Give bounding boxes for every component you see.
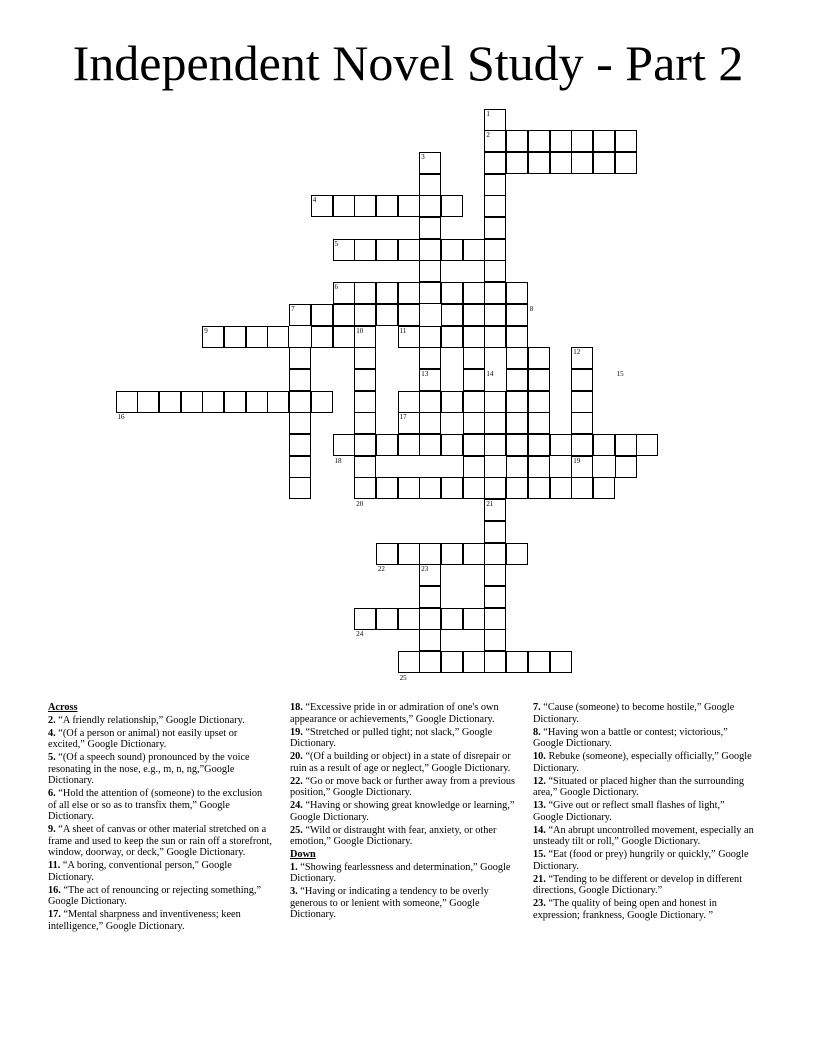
- crossword-cell[interactable]: [398, 608, 420, 630]
- crossword-cell[interactable]: [354, 282, 376, 304]
- clue-item: [533, 727, 757, 750]
- crossword-cell[interactable]: [289, 391, 311, 413]
- clue-number: 7.: [533, 702, 541, 713]
- crossword-cell[interactable]: [398, 239, 420, 261]
- clue-number: 6.: [48, 788, 56, 799]
- crossword-cell[interactable]: [246, 391, 268, 413]
- clue-item: [533, 849, 757, 872]
- crossword-cell[interactable]: [376, 608, 398, 630]
- clue-number-label: 16: [117, 413, 125, 422]
- clue-text: “The act of renouncing or rejecting something,” Google Dictionary.: [48, 884, 262, 907]
- clue-number: 19.: [290, 726, 303, 738]
- clue-text: “Having or showing great knowledge or learning,” Google Dictionary.: [290, 800, 515, 823]
- crossword-cell[interactable]: [528, 477, 550, 499]
- crossword-cell[interactable]: [333, 434, 355, 456]
- clue-number: 16.: [48, 884, 61, 896]
- clue-number-label: 1: [486, 109, 490, 118]
- clue-text: “The quality of being open and honest in expression; frankness, Google Dictionary. ”: [533, 898, 717, 921]
- crossword-cell[interactable]: [506, 391, 528, 413]
- crossword-cell[interactable]: [506, 326, 528, 348]
- crossword-cell[interactable]: [463, 326, 485, 348]
- crossword-cell[interactable]: [398, 651, 420, 673]
- clue-item: [290, 825, 518, 848]
- crossword-cell[interactable]: [463, 456, 485, 478]
- clue-column-1: [48, 702, 272, 934]
- crossword-cell[interactable]: [484, 239, 506, 261]
- crossword-cell[interactable]: [484, 304, 506, 326]
- clue-number: 9.: [48, 824, 56, 835]
- crossword-cell[interactable]: [484, 564, 506, 586]
- crossword-cell[interactable]: [376, 304, 398, 326]
- crossword-cell[interactable]: [441, 434, 463, 456]
- clue-text: “Having or indicating a tendency to be overly generous to or lenient with someone,” Google Dictionary.: [290, 886, 489, 920]
- clue-number: 22.: [290, 775, 303, 787]
- crossword-cell[interactable]: [506, 347, 528, 369]
- crossword-cell[interactable]: [528, 412, 550, 434]
- clue-item: [48, 885, 272, 908]
- clue-number-label: 9: [204, 326, 208, 335]
- crossword-cell[interactable]: [441, 326, 463, 348]
- crossword-cell[interactable]: [441, 195, 463, 217]
- crossword-cell[interactable]: [528, 456, 550, 478]
- crossword-cell[interactable]: [571, 152, 593, 174]
- clue-number-label: 11: [399, 326, 407, 335]
- crossword-cell[interactable]: [224, 391, 246, 413]
- crossword-cell[interactable]: [419, 477, 441, 499]
- crossword-cell[interactable]: [354, 195, 376, 217]
- crossword-cell[interactable]: [419, 260, 441, 282]
- crossword-cell[interactable]: [484, 651, 506, 673]
- clue-number: 23.: [533, 898, 546, 909]
- crossword-cell[interactable]: [376, 543, 398, 565]
- crossword-cell[interactable]: [463, 434, 485, 456]
- crossword-cell[interactable]: [289, 412, 311, 434]
- clue-number: 21.: [533, 873, 546, 885]
- clue-text: “Showing fearlessness and determination,” Google Dictionary.: [290, 861, 511, 884]
- crossword-cell[interactable]: [354, 347, 376, 369]
- crossword-cell[interactable]: [593, 434, 615, 456]
- crossword-cell[interactable]: [463, 477, 485, 499]
- crossword-cell[interactable]: [419, 434, 441, 456]
- crossword-cell[interactable]: [441, 282, 463, 304]
- crossword-cell[interactable]: [398, 434, 420, 456]
- crossword-cell[interactable]: [506, 130, 528, 152]
- crossword-cell[interactable]: [333, 195, 355, 217]
- crossword-cell[interactable]: [398, 195, 420, 217]
- clue-column-3: [533, 702, 757, 923]
- clue-text: “Cause (someone) to become hostile,” Google Dictionary.: [533, 702, 735, 725]
- clue-item: [290, 800, 518, 823]
- clue-number: 25.: [290, 824, 303, 836]
- crossword-cell[interactable]: [354, 412, 376, 434]
- crossword-cell[interactable]: [463, 369, 485, 391]
- clue-item: [290, 776, 518, 799]
- crossword-cell[interactable]: [441, 239, 463, 261]
- clue-section-heading: Across: [48, 702, 78, 713]
- clue-text: “Go or move back or further away from a previous position,” Google Dictionary.: [290, 775, 516, 798]
- clue-item: [533, 825, 757, 848]
- crossword-cell[interactable]: [593, 130, 615, 152]
- crossword-cell[interactable]: [376, 434, 398, 456]
- clue-text: “Having won a battle or contest; victorious,” Google Dictionary.: [533, 726, 728, 749]
- clue-number: 14.: [533, 824, 546, 836]
- clue-number: 17.: [48, 909, 61, 920]
- crossword-cell[interactable]: [181, 391, 203, 413]
- clue-item: [533, 702, 757, 725]
- clue-item: [48, 788, 272, 823]
- clue-text: “Eat (food or prey) hungrily or quickly,” Google Dictionary.: [533, 849, 749, 872]
- crossword-cell[interactable]: [484, 174, 506, 196]
- clue-number-label: 7: [291, 304, 295, 313]
- crossword-cell[interactable]: [311, 326, 333, 348]
- clue-text: “Excessive pride in or admiration of one's own appearance or achievements,” Google Dictionary.: [290, 702, 499, 725]
- clue-text: Rebuke (someone), especially officially,” Google Dictionary.: [533, 751, 752, 774]
- crossword-cell[interactable]: [484, 152, 506, 174]
- clue-item: [290, 862, 518, 885]
- crossword-cell[interactable]: [419, 543, 441, 565]
- crossword-cell[interactable]: [116, 391, 138, 413]
- crossword-cell[interactable]: [571, 434, 593, 456]
- crossword-cell[interactable]: [398, 543, 420, 565]
- crossword-cell[interactable]: [419, 282, 441, 304]
- crossword-cell[interactable]: [419, 412, 441, 434]
- crossword-cell[interactable]: [506, 651, 528, 673]
- crossword-cell[interactable]: [289, 477, 311, 499]
- clue-number-label: 18: [334, 456, 342, 465]
- crossword-cell[interactable]: [267, 391, 289, 413]
- clue-number-label: 17: [399, 413, 407, 422]
- crossword-cell[interactable]: [354, 391, 376, 413]
- crossword-cell[interactable]: [506, 304, 528, 326]
- crossword-cell[interactable]: [463, 412, 485, 434]
- crossword-cell[interactable]: [289, 369, 311, 391]
- clue-item: [48, 860, 272, 883]
- crossword-cell[interactable]: [463, 239, 485, 261]
- crossword-cell[interactable]: [354, 608, 376, 630]
- crossword-cell[interactable]: [571, 391, 593, 413]
- crossword-cell[interactable]: [484, 608, 506, 630]
- crossword-cell[interactable]: [419, 326, 441, 348]
- crossword-cell[interactable]: [528, 152, 550, 174]
- clue-number: 15.: [533, 849, 546, 860]
- crossword-cell[interactable]: [484, 391, 506, 413]
- crossword-cell[interactable]: [571, 412, 593, 434]
- crossword-cell[interactable]: [376, 195, 398, 217]
- crossword-cell[interactable]: [550, 651, 572, 673]
- clue-item: [533, 874, 757, 897]
- crossword-cell[interactable]: [267, 326, 289, 348]
- crossword-cell[interactable]: [333, 326, 355, 348]
- crossword-cell[interactable]: [615, 456, 637, 478]
- crossword-cell[interactable]: [419, 629, 441, 651]
- crossword-cell[interactable]: [137, 391, 159, 413]
- crossword-cell[interactable]: [528, 434, 550, 456]
- crossword-cell[interactable]: [419, 347, 441, 369]
- clue-item: [48, 909, 272, 932]
- clue-number-label: 5: [334, 239, 338, 248]
- clue-number: 13.: [533, 800, 546, 811]
- crossword-cell[interactable]: [419, 608, 441, 630]
- crossword-cell[interactable]: [506, 456, 528, 478]
- clue-text: “Wild or distraught with fear, anxiety, or other emotion,” Google Dictionary.: [290, 824, 497, 847]
- clue-number: 8.: [533, 726, 541, 738]
- clue-number-label: 20: [356, 500, 364, 509]
- crossword-cell[interactable]: [484, 629, 506, 651]
- clue-column-2: [290, 702, 518, 922]
- crossword-cell[interactable]: [484, 217, 506, 239]
- clue-number-label: 22: [377, 565, 385, 574]
- crossword-cell[interactable]: [463, 651, 485, 673]
- crossword-cell[interactable]: [202, 391, 224, 413]
- clue-text: “Hold the attention of (someone) to the exclusion of all else or so as to transfix them,” Google Dictionary.: [48, 788, 263, 822]
- clue-text: “A sheet of canvas or other material stretched on a frame and used to keep the sun or rain off a storefront, window, doorway, or deck,” Google Dictionary.: [48, 824, 272, 858]
- crossword-cell[interactable]: [550, 130, 572, 152]
- crossword-cell[interactable]: [441, 391, 463, 413]
- crossword-cell[interactable]: [571, 130, 593, 152]
- clue-section-heading: Down: [290, 849, 316, 860]
- crossword-cell[interactable]: [506, 282, 528, 304]
- crossword-cell[interactable]: [550, 152, 572, 174]
- clue-item: [48, 728, 272, 751]
- clue-text: “An abrupt uncontrolled movement, especially an unsteady tilt or roll,” Google Dictionary.: [533, 824, 754, 847]
- clue-number-label: 15: [616, 369, 624, 378]
- crossword-cell[interactable]: [441, 477, 463, 499]
- crossword-cell[interactable]: [376, 239, 398, 261]
- crossword-cell[interactable]: [550, 477, 572, 499]
- crossword-cell[interactable]: [484, 477, 506, 499]
- crossword-cell[interactable]: [615, 152, 637, 174]
- crossword-cell[interactable]: [463, 347, 485, 369]
- crossword-cell[interactable]: [354, 477, 376, 499]
- crossword-cell[interactable]: [159, 391, 181, 413]
- crossword-cell[interactable]: [441, 543, 463, 565]
- crossword-cell[interactable]: [593, 152, 615, 174]
- clue-item: [533, 776, 757, 799]
- clue-number: 4.: [48, 727, 56, 739]
- crossword-cell[interactable]: [615, 130, 637, 152]
- crossword-cell[interactable]: [484, 282, 506, 304]
- crossword-cell[interactable]: [506, 434, 528, 456]
- clue-number-label: 21: [486, 500, 494, 509]
- clue-item: [290, 886, 518, 921]
- crossword-cell[interactable]: [484, 521, 506, 543]
- crossword-cell[interactable]: [506, 369, 528, 391]
- clue-number-label: 6: [334, 283, 338, 292]
- clue-number-label: 25: [399, 673, 407, 682]
- crossword-cell[interactable]: [419, 239, 441, 261]
- crossword-cell[interactable]: [398, 391, 420, 413]
- crossword-cell[interactable]: [615, 434, 637, 456]
- page-title: Independent Novel Study - Part 2: [72, 35, 744, 91]
- crossword-cell[interactable]: [593, 477, 615, 499]
- clue-number: 2.: [48, 714, 56, 726]
- crossword-cell[interactable]: [463, 391, 485, 413]
- clue-text: “Situated or placed higher than the surrounding area,” Google Dictionary.: [533, 775, 745, 798]
- clue-text: “A boring, conventional person," Google Dictionary.: [48, 860, 232, 883]
- clue-number: 10.: [533, 751, 546, 762]
- crossword-cell[interactable]: [506, 152, 528, 174]
- crossword-cell[interactable]: [354, 434, 376, 456]
- clue-number: 3.: [290, 886, 298, 897]
- clue-item: [533, 800, 757, 823]
- crossword-cell[interactable]: [506, 477, 528, 499]
- clue-item: [48, 715, 272, 727]
- clue-text: “(Of a building or object) in a state of disrepair or ruin as a result of age or neglect,” Google Dictionary.: [290, 751, 511, 774]
- crossword-cell[interactable]: [528, 651, 550, 673]
- clue-number-label: 13: [421, 369, 429, 378]
- crossword-cell[interactable]: [398, 304, 420, 326]
- clue-item: [533, 898, 757, 921]
- crossword-cell[interactable]: [463, 608, 485, 630]
- crossword-cell[interactable]: [398, 477, 420, 499]
- crossword-cell[interactable]: [333, 304, 355, 326]
- clue-item: [533, 751, 757, 774]
- crossword-cell[interactable]: [571, 369, 593, 391]
- clue-number: 18.: [290, 702, 303, 713]
- clue-number: 5.: [48, 752, 56, 763]
- crossword-cell[interactable]: [354, 369, 376, 391]
- crossword-cell[interactable]: [419, 586, 441, 608]
- crossword-cell[interactable]: [419, 195, 441, 217]
- crossword-cell[interactable]: [289, 456, 311, 478]
- clue-number-label: 24: [356, 630, 364, 639]
- crossword-cell[interactable]: [506, 543, 528, 565]
- crossword-cell[interactable]: [224, 326, 246, 348]
- clue-text: “Give out or reflect small flashes of light,” Google Dictionary.: [533, 800, 725, 823]
- clue-number-label: 4: [312, 196, 317, 205]
- clue-number-label: 12: [573, 348, 581, 357]
- clue-number: 12.: [533, 775, 546, 787]
- crossword-cell[interactable]: [441, 608, 463, 630]
- crossword-cell[interactable]: [463, 282, 485, 304]
- crossword-cell[interactable]: [484, 260, 506, 282]
- clue-text: “Tending to be different or develop in different directions, Google Dictionary.”: [533, 873, 743, 896]
- crossword-cell[interactable]: [484, 434, 506, 456]
- clue-number-label: 3: [421, 152, 425, 161]
- clue-number: 20.: [290, 751, 303, 762]
- crossword-cell[interactable]: [289, 347, 311, 369]
- clue-item: [48, 752, 272, 787]
- clue-text: “Mental sharpness and inventiveness; keen intelligence,” Google Dictionary.: [48, 909, 241, 932]
- crossword-cell[interactable]: [376, 282, 398, 304]
- crossword-cell[interactable]: [484, 543, 506, 565]
- clue-item: [48, 824, 272, 859]
- crossword-cell[interactable]: [463, 543, 485, 565]
- clue-text: “A friendly relationship,” Google Dictionary.: [55, 714, 245, 726]
- crossword-cell[interactable]: [528, 347, 550, 369]
- clue-item: [290, 751, 518, 774]
- crossword-cell[interactable]: [419, 174, 441, 196]
- crossword-cell[interactable]: [354, 456, 376, 478]
- crossword-cell[interactable]: [463, 304, 485, 326]
- crossword-cell[interactable]: [354, 239, 376, 261]
- crossword-cell[interactable]: [289, 434, 311, 456]
- crossword-cell[interactable]: [441, 651, 463, 673]
- clue-item: [290, 727, 518, 750]
- clue-number: 1.: [290, 861, 298, 873]
- clue-number-label: 10: [356, 326, 364, 335]
- clue-text: “(Of a person or animal) not easily upset or excited,” Google Dictionary.: [48, 727, 238, 750]
- crossword-cell[interactable]: [528, 369, 550, 391]
- crossword-cell[interactable]: [398, 282, 420, 304]
- crossword-cell[interactable]: [550, 434, 572, 456]
- crossword-cell[interactable]: [441, 304, 463, 326]
- crossword-cell[interactable]: [311, 304, 333, 326]
- clue-number-label: 19: [573, 456, 581, 465]
- crossword-cell[interactable]: [484, 326, 506, 348]
- crossword-cell[interactable]: [571, 477, 593, 499]
- crossword-cell[interactable]: [419, 217, 441, 239]
- crossword-cell[interactable]: [484, 586, 506, 608]
- crossword-cell[interactable]: [376, 477, 398, 499]
- clue-number-label: 8: [529, 304, 534, 313]
- clue-number: 24.: [290, 800, 303, 811]
- crossword-cell[interactable]: [311, 391, 333, 413]
- crossword-cell[interactable]: [354, 304, 376, 326]
- crossword-cell[interactable]: [484, 195, 506, 217]
- crossword-cell[interactable]: [419, 651, 441, 673]
- clue-text: “Stretched or pulled tight; not slack,” Google Dictionary.: [290, 726, 493, 749]
- crossword-cell[interactable]: [506, 412, 528, 434]
- crossword-cell[interactable]: [636, 434, 658, 456]
- clue-number-label: 2: [486, 131, 490, 140]
- crossword-cell[interactable]: [528, 391, 550, 413]
- clue-number: 11.: [48, 860, 61, 871]
- crossword-cell[interactable]: [246, 326, 268, 348]
- clue-text: “(Of a speech sound) pronounced by the voice resonating in the nose, e.g., m, n, ng,”Google Dictionary.: [48, 752, 250, 786]
- crossword-cell[interactable]: [528, 130, 550, 152]
- clue-number-label: 14: [486, 369, 494, 378]
- clue-number-label: 23: [421, 565, 429, 574]
- crossword-cell[interactable]: [484, 412, 506, 434]
- crossword-cell[interactable]: [419, 391, 441, 413]
- clue-item: [290, 702, 518, 725]
